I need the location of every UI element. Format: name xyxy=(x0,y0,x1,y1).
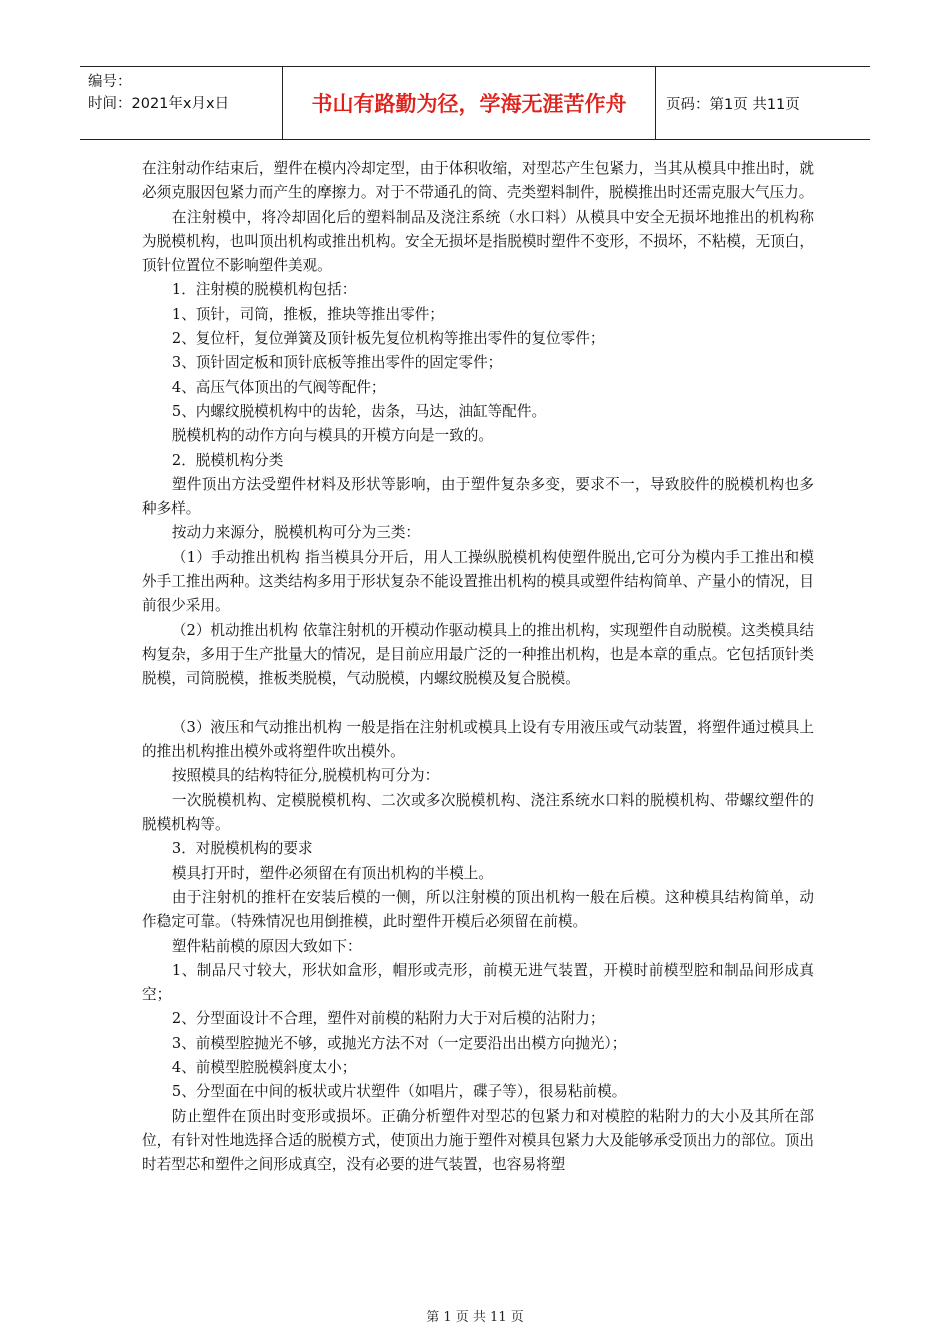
paragraph: （1）手动推出机构 指当模具分开后，用人工操纵脱模机构使塑件脱出,它可分为模内手工推出和模外手工推出两种。这类结构多用于形状复杂不能设置推出机构的模具或塑件结构简单、产量小的情况，目前很少采用。 xyxy=(142,548,814,615)
paragraph: 防止塑件在顶出时变形或损坏。正确分析塑件对型芯的包紧力和对模腔的粘附力的大小及其所在部位，有针对性地选择合适的脱模方式，使顶出力施于塑件对模具包紧力大及能够承受顶出力的部位。顶出时若型芯和塑件之间形成真空，没有必要的进气装置，也容易将塑 xyxy=(142,1107,814,1174)
paragraph: 5、分型面在中间的板状或片状塑件（如唱片，碟子等），很易粘前模。 xyxy=(171,1083,627,1101)
paragraph: 2．脱模机构分类 xyxy=(171,451,284,469)
paragraph: 2、分型面设计不合理，塑件对前模的粘附力大于对后模的沾附力； xyxy=(171,1010,605,1028)
header-page-info: 页码：第1页 共11页 xyxy=(666,96,800,113)
paragraph: 1、顶针，司筒，推板，推块等推出零件； xyxy=(171,305,444,323)
paragraph: 按照模具的结构特征分,脱模机构可分为： xyxy=(171,767,440,785)
paragraph: 3、顶针固定板和顶针底板等推出零件的固定零件； xyxy=(171,354,503,372)
paragraph: 模具打开时，塑件必须留在有顶出机构的半模上。 xyxy=(171,864,493,882)
header-meta-cell xyxy=(80,67,283,139)
paragraph xyxy=(142,692,814,716)
paragraph: 1、制品尺寸较大，形状如盒形，帽形或壳形，前模无进气装置，开模时前模型腔和制品间形成真空； xyxy=(142,961,814,1004)
paragraph: 5、内螺纹脱模机构中的齿轮，齿条，马达，油缸等配件。 xyxy=(171,402,547,420)
paragraph: 3．对脱模机构的要求 xyxy=(171,840,313,858)
paragraph: 在注射模中，将冷却固化后的塑料制品及浇注系统（水口料）从模具中安全无损坏地推出的机构称为脱模机构，也叫顶出机构或推出机构。安全无损坏是指脱模时塑件不变形，不损坏，不粘模，无顶白，顶针位置位不影响塑件美观。 xyxy=(142,208,814,275)
paragraph: 脱模机构的动作方向与模具的开模方向是一致的。 xyxy=(171,427,493,445)
paragraph: 2、复位杆，复位弹簧及顶针板先复位机构等推出零件的复位零件； xyxy=(171,330,605,348)
paragraph: 3、前模型腔抛光不够，或抛光方法不对（一定要沿出出模方向抛光）； xyxy=(171,1034,627,1052)
paragraph: 一次脱模机构、定模脱模机构、二次或多次脱模机构、浇注系统水口料的脱模机构、带螺纹塑件的脱模机构等。 xyxy=(142,791,814,834)
paragraph: 在注射动作结束后，塑件在模内冷却定型，由于体积收缩，对型芯产生包紧力，当其从模具中推出时，就必须克服因包紧力而产生的摩擦力。对于不带通孔的筒、壳类塑料制件，脱模推出时还需克服大气压力。 xyxy=(142,160,814,202)
page-footer: 第 1 页 共 11 页 xyxy=(426,1310,524,1325)
paragraph: 塑件粘前模的原因大致如下： xyxy=(171,937,362,955)
time-label: 时间：2021年x月x日 xyxy=(88,96,230,112)
paragraph: 4、前模型腔脱模斜度太小； xyxy=(171,1058,357,1076)
header-motto: 书山有路勤为径，学海无涯苦作舟 xyxy=(283,67,656,139)
paragraph: （3）液压和气动推出机构 一般是指在注射机或模具上设有专用液压或气动装置，将塑件通过模具上的推出机构推出模外或将塑件吹出模外。 xyxy=(142,718,814,761)
paragraph: 塑件顶出方法受塑件材料及形状等影响，由于塑件复杂多变，要求不一，导致胶件的脱模机构也多种多样。 xyxy=(142,475,814,518)
page-header xyxy=(80,66,870,140)
number-label: 编号： xyxy=(88,74,132,90)
paragraph: 4、高压气体顶出的气阀等配件； xyxy=(171,378,386,396)
document-body xyxy=(142,157,814,1177)
paragraph: （2）机动推出机构 依靠注射机的开模动作驱动模具上的推出机构，实现塑件自动脱模。这类模具结构复杂，多用于生产批量大的情况，是目前应用最广泛的一种推出机构，也是本章的重点。它包括顶针类脱模，司筒脱模，推板类脱模，气动脱模，内螺纹脱模及复合脱模。 xyxy=(142,621,814,688)
paragraph: 按动力来源分，脱模机构可分为三类： xyxy=(171,524,421,542)
paragraph: 1．注射模的脱模机构包括： xyxy=(171,281,357,299)
paragraph: 由于注射机的推杆在安装后模的一侧，所以注射模的顶出机构一般在后模。这种模具结构简单，动作稳定可靠。（特殊情况也用倒推模，此时塑件开模后必须留在前模。 xyxy=(142,888,814,931)
